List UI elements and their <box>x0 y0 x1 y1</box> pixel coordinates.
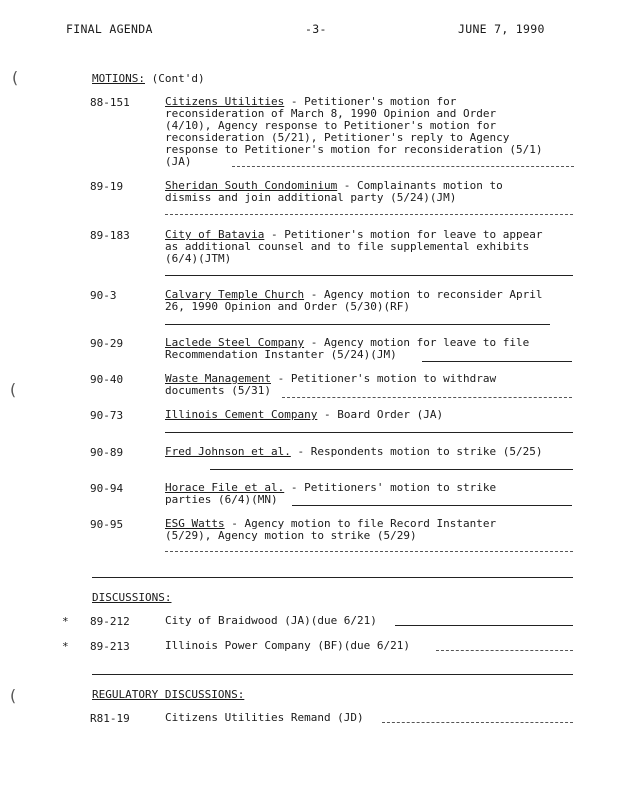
priority-star: * <box>62 640 69 653</box>
motion-description <box>165 482 545 506</box>
case-number: R81-19 <box>90 712 130 725</box>
case-number: 90-29 <box>90 337 124 350</box>
motion-description <box>165 409 545 421</box>
party-name: Sheridan South Condominium <box>165 179 338 192</box>
case-number: 90-40 <box>90 373 124 386</box>
motion-description <box>165 229 555 265</box>
section-divider <box>92 674 573 675</box>
case-number: 90-89 <box>90 446 124 459</box>
party-name: Fred Johnson et al. <box>165 445 291 458</box>
case-number: 90-3 <box>90 289 117 302</box>
motion-description <box>165 337 577 361</box>
case-number: 88-151 <box>90 96 130 109</box>
case-number: 89-212 <box>90 615 130 628</box>
motion-text: - Complainants motion to dismiss and join additional party (5/24)(JM) <box>165 179 503 204</box>
fill-line <box>232 166 574 167</box>
party-name: Calvary Temple Church <box>165 288 305 301</box>
section-divider <box>92 577 573 578</box>
fill-line <box>165 432 573 433</box>
fill-line <box>210 469 573 470</box>
discussion-description: City of Braidwood (JA)(due 6/21) <box>165 614 377 627</box>
regulatory-description: Citizens Utilities Remand (JD) <box>165 711 364 724</box>
page-number: -3- <box>305 22 327 36</box>
margin-mark-icon: ( <box>8 686 18 705</box>
case-number: 89-183 <box>90 229 130 242</box>
discussion-description: Illinois Power Company (BF)(due 6/21) <box>165 639 411 652</box>
priority-star: * <box>62 615 69 628</box>
motion-text: - Petitioner's motion to withdraw documents (5/31) <box>165 372 497 397</box>
discussions-title: DISCUSSIONS: <box>92 591 172 604</box>
motions-suffix: (Cont'd) <box>151 72 205 85</box>
motion-description <box>165 96 545 168</box>
motion-text: - Agency motion to reconsider April 26, 1990 Opinion and Order (5/30)(RF) <box>165 288 543 313</box>
motion-text: - Petitioners' motion to strike parties (6/4)(MN) <box>165 481 497 506</box>
party-name: Citizens Utilities <box>165 95 285 108</box>
party-name: Laclede Steel Company <box>165 336 305 349</box>
fill-line <box>382 722 573 723</box>
party-name: Illinois Cement Company <box>165 408 318 421</box>
motion-text: - Respondents motion to strike (5/25) <box>290 445 543 458</box>
fill-line <box>436 650 573 651</box>
case-number: 90-73 <box>90 409 124 422</box>
motion-text: - Petitioner's motion for reconsideration of March 8, 1990 Opinion and Order (4/10), Agency response to Petitioner's motion for reconsideration (5/21), Petitioner's reply to Agency response to Petitioner's motion for reconsideration (5/1)(JA) <box>165 95 543 168</box>
motion-description <box>165 518 545 542</box>
party-name: ESG Watts <box>165 517 225 530</box>
motions-heading <box>92 72 205 85</box>
motion-text: - Agency motion for leave to file Recommendation Instanter (5/24)(JM) <box>165 336 530 361</box>
fill-line <box>292 505 572 506</box>
motion-text: - Board Order (JA) <box>317 408 444 421</box>
case-number: 89-19 <box>90 180 124 193</box>
motion-description <box>165 180 545 204</box>
fill-line <box>282 397 572 398</box>
motion-text: - Petitioner's motion for leave to appear as additional counsel and to file supplemental exhibits (6/4)(JTM) <box>165 228 543 265</box>
margin-mark-icon: ( <box>8 380 18 399</box>
fill-line <box>422 361 572 362</box>
motions-title: MOTIONS: <box>92 72 145 85</box>
header-left: FINAL AGENDA <box>66 22 153 36</box>
margin-mark-icon: ( <box>10 68 20 87</box>
motion-text: - Agency motion to file Record Instanter (5/29), Agency motion to strike (5/29) <box>165 517 497 542</box>
motion-description <box>165 289 545 313</box>
fill-line <box>395 625 573 626</box>
case-number: 90-94 <box>90 482 124 495</box>
fill-line <box>165 275 573 276</box>
regulatory-discussions-title: REGULATORY DISCUSSIONS: <box>92 688 245 701</box>
case-number: 90-95 <box>90 518 124 531</box>
header-date: JUNE 7, 1990 <box>458 22 545 36</box>
fill-line <box>165 551 573 552</box>
party-name: Waste Management <box>165 372 271 385</box>
party-name: Horace File et al. <box>165 481 285 494</box>
fill-line <box>165 324 550 325</box>
party-name: City of Batavia <box>165 228 265 241</box>
fill-line <box>165 214 573 215</box>
motion-description <box>165 446 545 458</box>
motion-description <box>165 373 545 397</box>
case-number: 89-213 <box>90 640 130 653</box>
